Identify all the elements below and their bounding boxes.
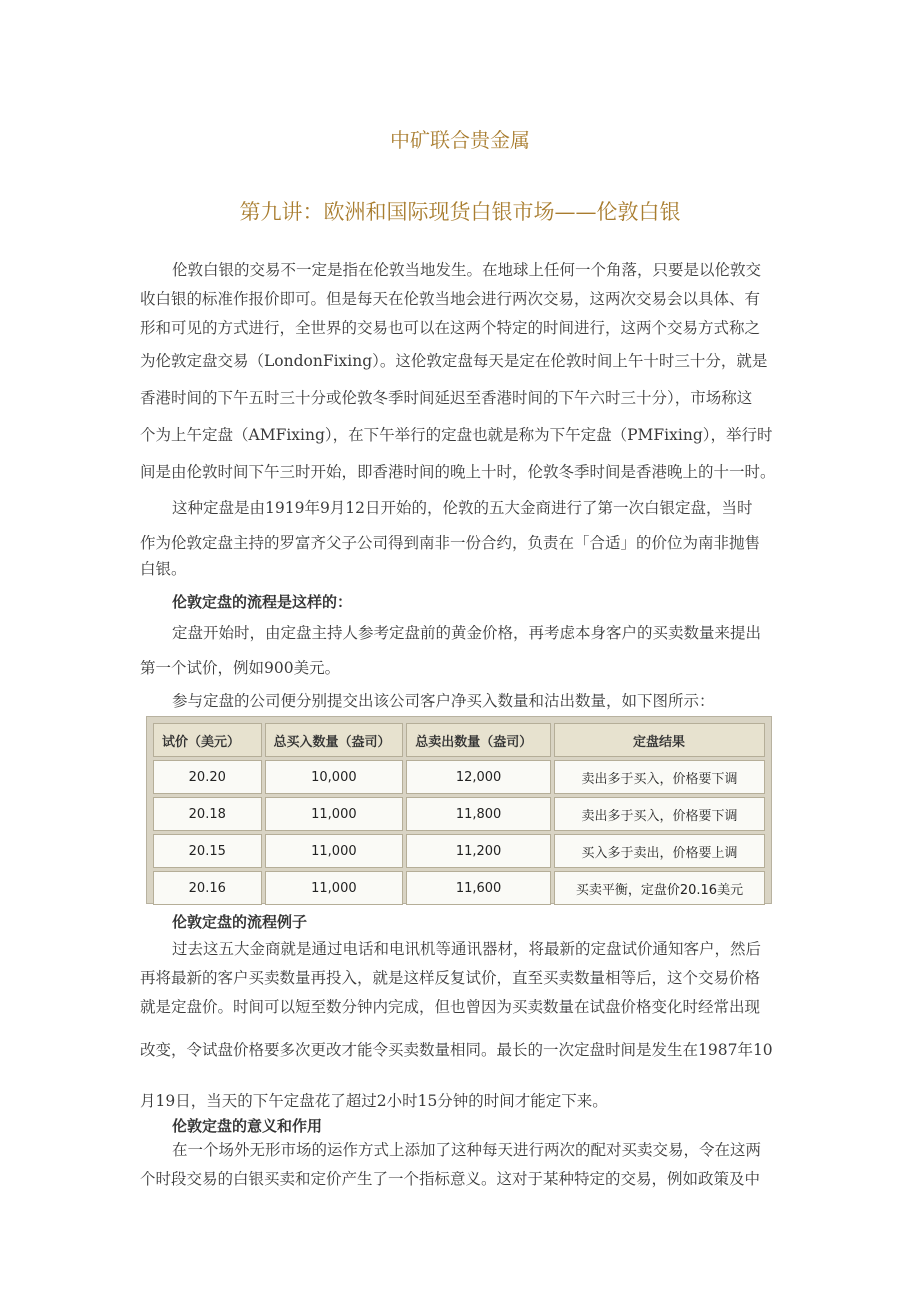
text-line: 伦敦白银的交易不一定是指在伦敦当地发生。在地球上任何一个角落，只要是以伦敦交: [172, 261, 762, 279]
cell-price: 20.15: [153, 834, 262, 868]
cell-sell: 11,200: [406, 834, 551, 868]
cell-sell: 12,000: [406, 760, 551, 794]
lecture-title: 第九讲：欧洲和国际现货白银市场——伦敦白银: [239, 200, 681, 224]
paragraph-table-intro: [140, 687, 780, 716]
text-line: 改变，令试盘价格要多次更改才能令买卖数量相同。最长的一次定盘时间是发生在1987年10: [140, 1041, 773, 1059]
col-header-trial-price: 试价（美元）: [153, 723, 262, 757]
text-line: 月19日，当天的下午定盘花了超过2小时15分钟的时间才能定下来。: [140, 1092, 608, 1110]
company-title: 中矿联合贵金属: [390, 128, 530, 152]
text-line: 白银。: [140, 560, 187, 578]
table-row: [153, 834, 765, 868]
heading-fixing-example: 伦敦定盘的流程例子: [172, 913, 308, 931]
text-line: 收白银的标准作报价即可。但是每天在伦敦当地会进行两次交易，这两次交易会以具体、有: [140, 290, 761, 308]
text-line: 个时段交易的白银买卖和定价产生了一个指标意义。这对于某种特定的交易，例如政策及中: [140, 1170, 761, 1188]
cell-result: 卖出多于买入，价格要下调: [554, 760, 765, 794]
fixing-table: [146, 716, 772, 904]
text-line: 形和可见的方式进行，全世界的交易也可以在这两个特定的时间进行，这两个交易方式称之: [140, 319, 761, 337]
text-line: 为伦敦定盘交易（LondonFixing）。这伦敦定盘每天是定在伦敦时间上午十时三十分，就是: [140, 352, 768, 370]
cell-sell: 11,600: [406, 871, 551, 905]
text-line: 再将最新的客户买卖数量再投入，就是这样反复试价，直至买卖数量相等后，这个交易价格: [140, 969, 761, 987]
col-header-result: 定盘结果: [554, 723, 765, 757]
text-line: 就是定盘价。时间可以短至数分钟内完成，但也曾因为买卖数量在试盘价格变化时经常出现: [140, 998, 761, 1016]
text-line: 作为伦敦定盘主持的罗富齐父子公司得到南非一份合约，负责在「合适」的价位为南非抛售: [140, 534, 761, 552]
cell-price: 20.16: [153, 871, 262, 905]
cell-buy: 11,000: [265, 834, 404, 868]
cell-buy: 11,000: [265, 797, 404, 831]
cell-buy: 11,000: [265, 871, 404, 905]
text-line: 这种定盘是由1919年9月12日开始的，伦敦的五大金商进行了第一次白银定盘，当时: [172, 499, 753, 517]
heading-fixing-meaning: 伦敦定盘的意义和作用: [172, 1117, 323, 1135]
cell-price: 20.18: [153, 797, 262, 831]
text-line: 定盘开始时，由定盘主持人参考定盘前的黄金价格，再考虑本身客户的买卖数量来提出: [172, 624, 762, 642]
paragraph-trial-price: [140, 619, 780, 683]
cell-result: 卖出多于买入，价格要下调: [554, 797, 765, 831]
text-line: 个为上午定盘（AMFixing），在下午举行的定盘也就是称为下午定盘（PMFixing），举行时: [140, 426, 773, 444]
table-row: [153, 797, 765, 831]
paragraph-fixing-meaning: [140, 1136, 780, 1194]
col-header-total-sell: 总卖出数量（盎司）: [406, 723, 551, 757]
text-line: 香港时间的下午五时三十分或伦敦冬季时间延迟至香港时间的下午六时三十分），市场称这: [140, 389, 753, 407]
paragraph-fixing-example: [140, 935, 780, 1116]
heading-fixing-process: 伦敦定盘的流程是这样的：: [172, 593, 353, 611]
cell-result: 买入多于卖出，价格要上调: [554, 834, 765, 868]
cell-price: 20.20: [153, 760, 262, 794]
paragraph-london-silver: [140, 256, 780, 487]
col-header-total-buy: 总买入数量（盎司）: [265, 723, 404, 757]
text-line: 参与定盘的公司便分别提交出该公司客户净买入数量和沽出数量，如下图所示：: [172, 692, 715, 710]
table-header-row: [153, 723, 765, 757]
table-row: [153, 760, 765, 794]
cell-buy: 10,000: [265, 760, 404, 794]
text-line: 间是由伦敦时间下午三时开始，即香港时间的晚上十时，伦敦冬季时间是香港晚上的十一时。: [140, 463, 776, 481]
text-line: 过去这五大金商就是通过电话和电讯机等通讯器材，将最新的定盘试价通知客户，然后: [172, 940, 762, 958]
cell-sell: 11,800: [406, 797, 551, 831]
text-line: 第一个试价，例如900美元。: [140, 659, 341, 677]
text-line: 在一个场外无形市场的运作方式上添加了这种每天进行两次的配对买卖交易，令在这两: [172, 1141, 762, 1159]
cell-result: 买卖平衡，定盘价20.16美元: [554, 871, 765, 905]
table-row: [153, 871, 765, 905]
paragraph-fixing-history: [140, 494, 780, 580]
